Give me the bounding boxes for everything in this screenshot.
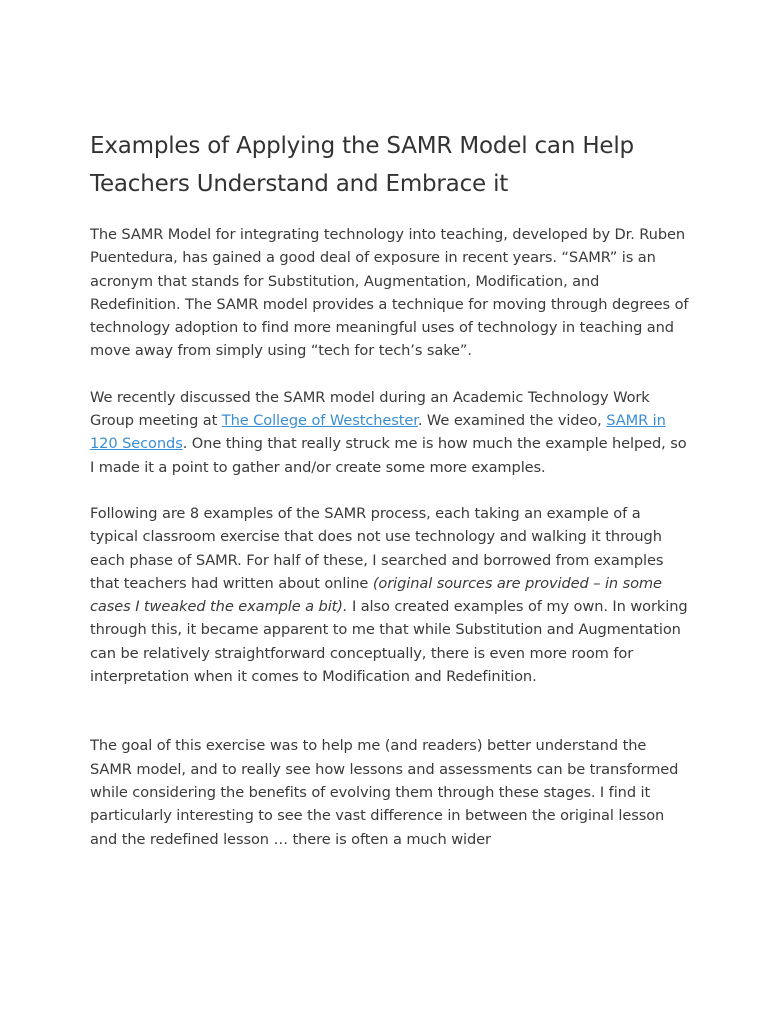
- examples-paragraph: [90, 502, 690, 688]
- article-title: Examples of Applying the SAMR Model can Help Teachers Understand and Embrace it: [90, 133, 634, 197]
- discussion-paragraph: [90, 386, 690, 479]
- examples-text-2: I also created examples of my own. In working through this, it became apparent to me that while Substitution and Augmentation can be relatively straightforward conceptually, there is even more room for interpretation when it comes to Modification and Redefinition.: [90, 598, 688, 686]
- intro-paragraph: The SAMR Model for integrating technology into teaching, developed by Dr. Ruben Puentedura, has gained a good deal of exposure in recent years. “SAMR” is an acronym that stands for Substitution, Augmentation, Modification, and Redefinition. The SAMR model provides a technique for moving through degrees of technology adoption to find more meaningful uses of technology in teaching and move away from simply using “tech for tech’s sake”.: [90, 226, 689, 360]
- examples-italic-note: (original sources are provided – in some cases I tweaked the example a bit).: [90, 574, 662, 616]
- samr-video-link[interactable]: SAMR in 120 Seconds: [90, 412, 666, 453]
- discussion-text-2: . We examined the video,: [417, 412, 607, 430]
- examples-text-1: Following are 8 examples of the SAMR process, each taking an example of a typical classroom exercise that does not use technology and walking it through each phase of SAMR. For half of these, I searched and borrowed from examples that teachers had written about online: [90, 504, 664, 592]
- goal-paragraph: The goal of this exercise was to help me (and readers) better understand the SAMR model, and to really see how lessons and assessments can be transformed while considering the benefits of evolving them through these stages. I find it particularly interesting to see the vast difference in between the original lesson and the redefined lesson … there is often a much wider: [90, 737, 679, 848]
- discussion-text-1: We recently discussed the SAMR model during an Academic Technology Work Group meeting at: [90, 388, 650, 430]
- document-page: [90, 127, 690, 874]
- discussion-text-3: . One thing that really struck me is how much the example helped, so I made it a point to gather and/or create some more examples.: [90, 435, 687, 476]
- college-of-westchester-link[interactable]: The College of Westchester: [221, 412, 418, 430]
